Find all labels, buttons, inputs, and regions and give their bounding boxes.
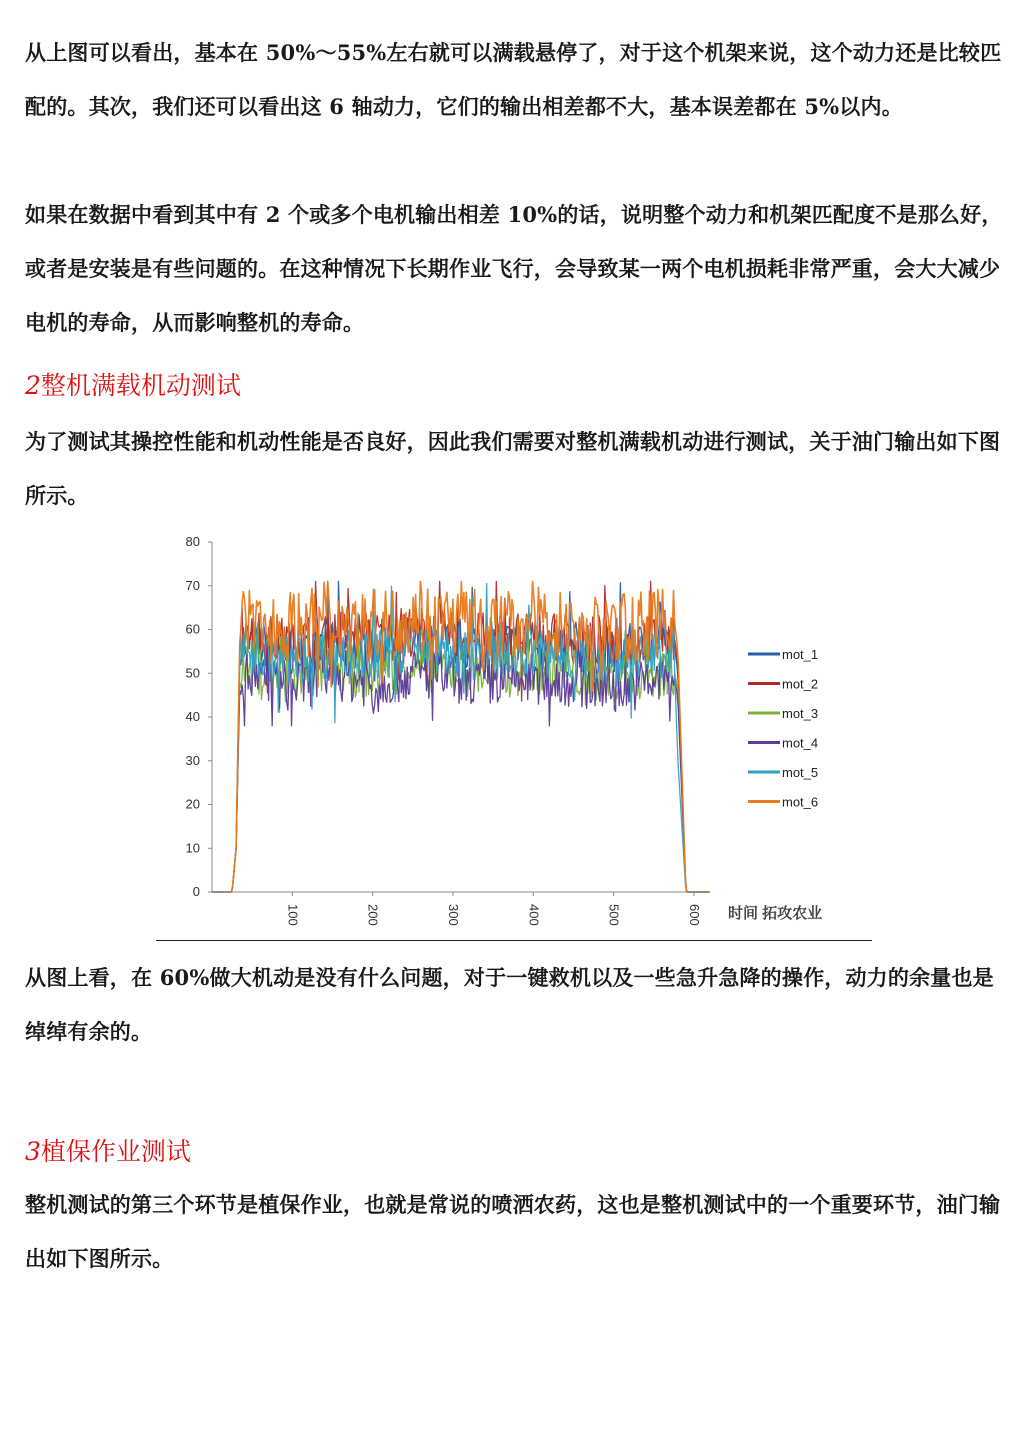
- legend-label: mot_2: [782, 676, 819, 692]
- series-layer: [212, 581, 710, 892]
- chart-bottom-rule: [156, 940, 872, 941]
- y-tick-label: 50: [185, 665, 200, 681]
- throttle-output-chart: [150, 528, 880, 948]
- y-tick-label: 30: [185, 752, 200, 768]
- paragraph-motor-mismatch: 如果在数据中看到其中有 2 个或多个电机输出相差 10%的话，说明整个动力和机架匹配度不是那么好，或者是安装是有些问题的。在这种情况下长期作业飞行，会导致某一两个电机损耗非常严重，会大大减少电机的寿命，从而影响整机的寿命。: [25, 202, 1003, 335]
- y-tick-label: 80: [185, 534, 200, 549]
- section-title: 整机满载机动测试: [40, 371, 241, 400]
- paragraph-hover-analysis: 从上图可以看出，基本在 50%～55%左右就可以满载悬停了，对于这个机架来说，这个动力还是比较匹配的。其次，我们还可以看出这 6 轴动力，它们的输出相差都不大，基本误差都在 5%以内。: [25, 40, 1002, 119]
- y-tick-label: 60: [185, 621, 200, 637]
- legend-label: mot_4: [782, 735, 819, 751]
- legend-label: mot_3: [782, 706, 819, 721]
- x-tick-label: 200: [365, 904, 381, 926]
- x-tick-label: 400: [526, 904, 542, 926]
- x-tick-label: 100: [285, 904, 301, 926]
- paragraph-spraying-intro: 整机测试的第三个环节是植保作业，也就是常说的喷洒农药，这也是整机测试中的一个重要环节，油门输出如下图所示。: [25, 1192, 1001, 1271]
- y-tick-label: 0: [192, 884, 200, 899]
- section-heading-maneuver-test: [25, 369, 241, 403]
- y-tick-label: 70: [185, 577, 200, 593]
- paragraph-maneuver-intro: 为了测试其操控性能和机动性能是否良好，因此我们需要对整机满载机动进行测试，关于油门输出如下图所示。: [25, 429, 1001, 508]
- section-number: 3: [25, 1137, 41, 1166]
- section-number: 2: [25, 371, 41, 400]
- legend-label: mot_1: [782, 647, 819, 662]
- paragraph-maneuver-conclusion: 从图上看，在 60%做大机动是没有什么问题，对于一键救机以及一些急升急降的操作，动力的余量也是绰绰有余的。: [25, 965, 994, 1044]
- chart-svg: [150, 528, 880, 948]
- section-title: 植保作业测试: [40, 1137, 191, 1166]
- watermark-text: 时间 拓攻农业: [728, 905, 823, 922]
- legend-label: mot_5: [782, 765, 819, 780]
- legend-label: mot_6: [782, 794, 819, 810]
- axes-layer: [186, 534, 710, 926]
- legend: [748, 647, 818, 810]
- x-tick-label: 500: [606, 904, 622, 926]
- y-tick-label: 20: [185, 796, 200, 812]
- y-tick-label: 10: [185, 840, 200, 856]
- y-tick-label: 40: [185, 709, 200, 724]
- x-tick-label: 600: [686, 904, 702, 926]
- x-tick-label: 300: [445, 904, 461, 926]
- section-heading-spraying-test: [25, 1135, 191, 1169]
